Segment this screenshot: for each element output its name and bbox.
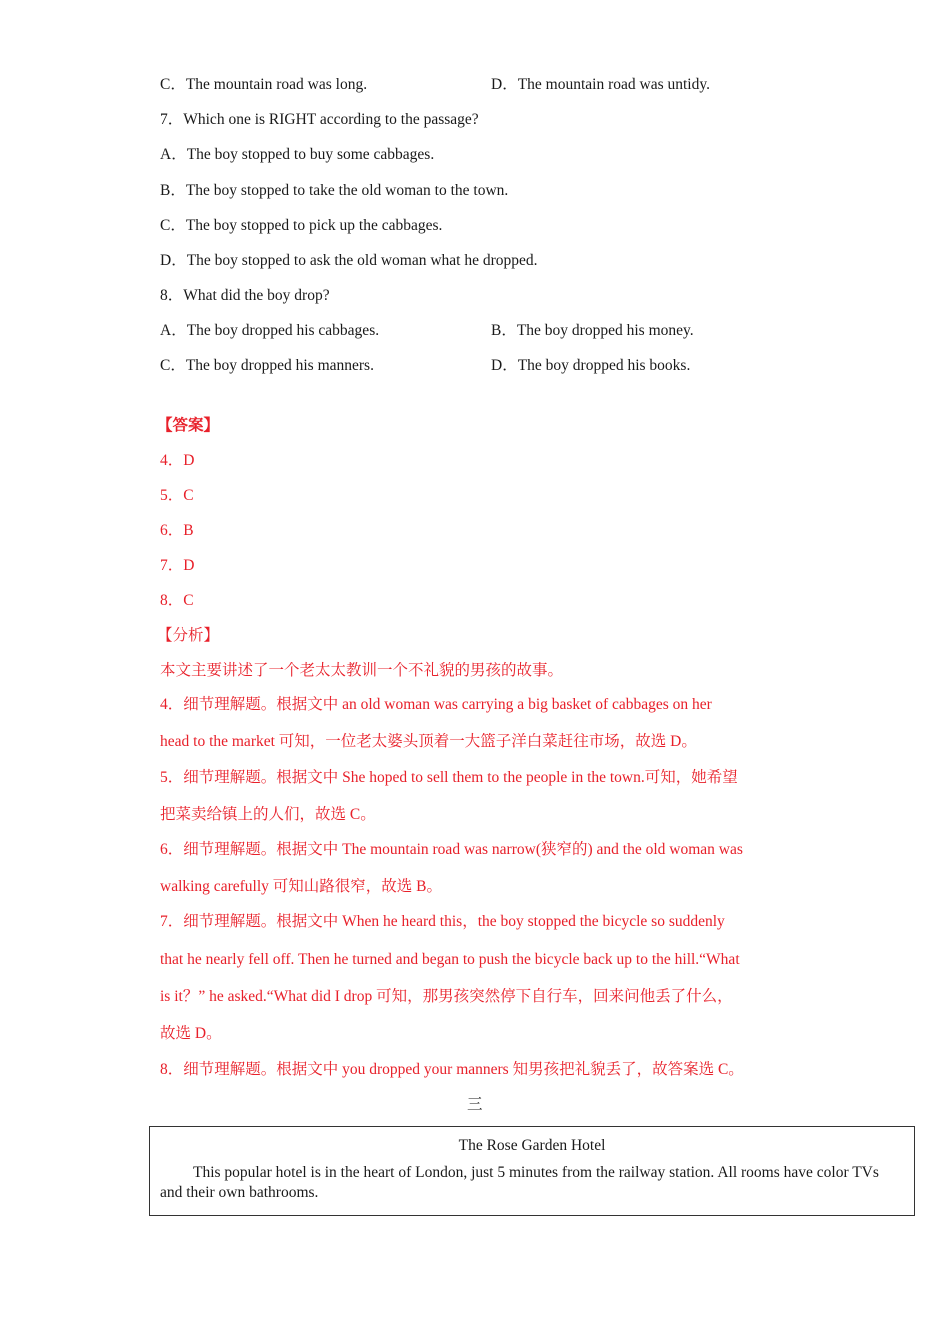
q7-option-a: A．The boy stopped to buy some cabbages. [160,146,435,163]
analysis-line: 故选 D。 [160,1025,222,1042]
answer-item: 7．D [160,557,195,574]
section-number: 三 [467,1096,483,1113]
hotel-title: The Rose Garden Hotel [458,1137,606,1154]
q8-stem: 8．What did the boy drop? [160,287,330,304]
hotel-description: This popular hotel is in the heart of London, just 5 minutes from the railway station. All rooms have color TVs and their own bathrooms. [160,1164,879,1201]
answer-item: 6．B [160,522,194,539]
analysis-line: 4．细节理解题。根据文中 an old woman was carrying a big basket of cabbages on her [160,696,712,713]
hotel-info-box [149,1126,915,1216]
analysis-line: walking carefully 可知山路很窄，故选 B。 [160,878,442,895]
answer-heading: 【答案】 [157,417,220,434]
analysis-heading: 【分析】 [157,627,220,644]
q7-stem: 7．Which one is RIGHT according to the passage? [160,111,479,128]
analysis-line: head to the market 可知，一位老太婆头顶着一大篮子洋白菜赶往市场，故选 D。 [160,733,697,750]
analysis-line: 5．细节理解题。根据文中 She hoped to sell them to the people in the town.可知，她希望 [160,769,738,786]
analysis-line: that he nearly fell off. Then he turned and began to push the bicycle back up to the hill.“What [160,951,740,968]
q6-option-c: C．The mountain road was long. [160,76,368,93]
q6-option-d: D．The mountain road was untidy. [491,76,710,93]
answer-item: 4．D [160,452,195,469]
q8-option-d: D．The boy dropped his books. [491,357,691,374]
q7-option-b: B．The boy stopped to take the old woman to the town. [160,182,509,199]
analysis-line: 7．细节理解题。根据文中 When he heard this，the boy stopped the bicycle so suddenly [160,913,725,930]
q7-option-c: C．The boy stopped to pick up the cabbages. [160,217,443,234]
q8-option-a: A．The boy dropped his cabbages. [160,322,380,339]
analysis-line: 8．细节理解题。根据文中 you dropped your manners 知男孩把礼貌丢了，故答案选 C。 [160,1061,744,1078]
q8-option-b: B．The boy dropped his money. [491,322,694,339]
answer-item: 8．C [160,592,194,609]
answer-item: 5．C [160,487,194,504]
analysis-line: is it？” he asked.“What did I drop 可知，那男孩突然停下自行车，回来问他丢了什么， [160,988,733,1005]
analysis-line: 把菜卖给镇上的人们，故选 C。 [160,806,376,823]
q7-option-d: D．The boy stopped to ask the old woman what he dropped. [160,252,538,269]
analysis-summary: 本文主要讲述了一个老太太教训一个不礼貌的男孩的故事。 [160,662,564,679]
analysis-line: 6．细节理解题。根据文中 The mountain road was narrow(狭窄的) and the old woman was [160,841,743,858]
q8-option-c: C．The boy dropped his manners. [160,357,374,374]
